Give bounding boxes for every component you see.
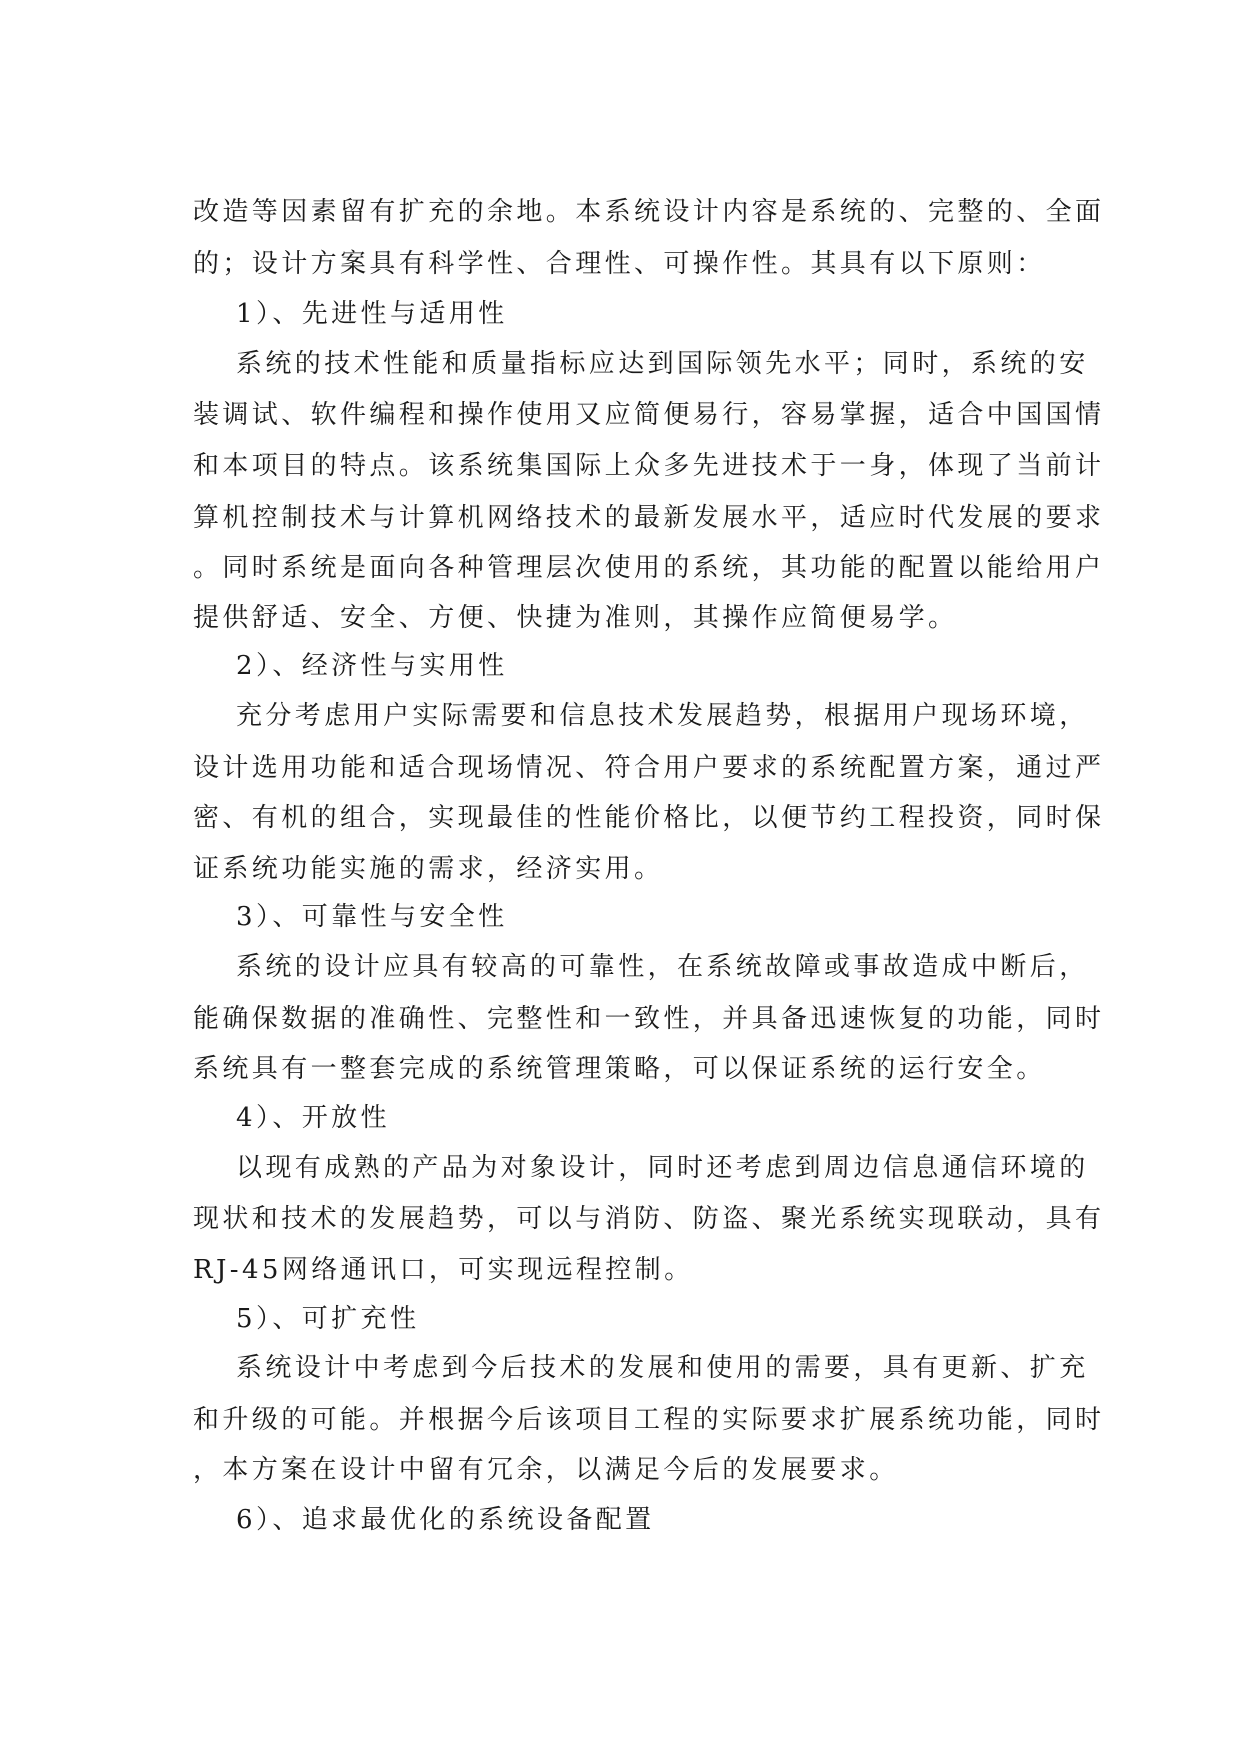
paragraph-line: 证系统功能实施的需求，经济实用。 [193, 854, 664, 884]
paragraph-line: 系统的设计应具有较高的可靠性，在系统故障或事故造成中断后， [236, 952, 1089, 982]
paragraph-line: 系统的技术性能和质量指标应达到国际领先水平；同时，系统的安 [236, 349, 1089, 379]
paragraph-line: 设计选用功能和适合现场情况、符合用户要求的系统配置方案，通过严 [193, 753, 1105, 783]
paragraph-line: RJ-45网络通讯口，可实现远程控制。 [193, 1255, 694, 1285]
section-heading: 6）、追求最优化的系统设备配置 [236, 1505, 655, 1535]
paragraph-line: 和升级的可能。并根据今后该项目工程的实际要求扩展系统功能，同时 [193, 1405, 1105, 1435]
paragraph-line: 系统设计中考虑到今后技术的发展和使用的需要，具有更新、扩充 [236, 1353, 1089, 1383]
paragraph-line: 充分考虑用户实际需要和信息技术发展趋势，根据用户现场环境， [236, 701, 1089, 731]
section-heading: 2）、经济性与实用性 [236, 651, 508, 681]
section-heading: 3）、可靠性与安全性 [236, 902, 508, 932]
paragraph-line: 以现有成熟的产品为对象设计，同时还考虑到周边信息通信环境的 [236, 1153, 1089, 1183]
paragraph-line: 现状和技术的发展趋势，可以与消防、防盗、聚光系统实现联动，具有 [193, 1204, 1105, 1234]
paragraph-line: 和本项目的特点。该系统集国际上众多先进技术于一身，体现了当前计 [193, 451, 1105, 481]
paragraph-line: 装调试、软件编程和操作使用又应简便易行，容易掌握，适合中国国情 [193, 400, 1105, 430]
paragraph-line: 提供舒适、安全、方便、快捷为准则，其操作应简便易学。 [193, 603, 958, 633]
paragraph-line: 密、有机的组合，实现最佳的性能价格比，以便节约工程投资，同时保 [193, 803, 1105, 833]
paragraph-line: 能确保数据的准确性、完整性和一致性，并具备迅速恢复的功能，同时 [193, 1004, 1105, 1034]
paragraph-line: 算机控制技术与计算机网络技术的最新发展水平，适应时代发展的要求 [193, 503, 1105, 533]
paragraph-line: 系统具有一整套完成的系统管理策略，可以保证系统的运行安全。 [193, 1054, 1046, 1084]
paragraph-line: 改造等因素留有扩充的余地。本系统设计内容是系统的、完整的、全面 [193, 197, 1105, 227]
section-heading: 4）、开放性 [236, 1103, 390, 1133]
paragraph-line: ，本方案在设计中留有冗余，以满足今后的发展要求。 [193, 1455, 899, 1485]
paragraph-line: 。同时系统是面向各种管理层次使用的系统，其功能的配置以能给用户 [193, 553, 1105, 583]
section-heading: 1）、先进性与适用性 [236, 299, 508, 329]
section-heading: 5）、可扩充性 [236, 1304, 420, 1334]
paragraph-line: 的；设计方案具有科学性、合理性、可操作性。其具有以下原则： [193, 249, 1046, 279]
